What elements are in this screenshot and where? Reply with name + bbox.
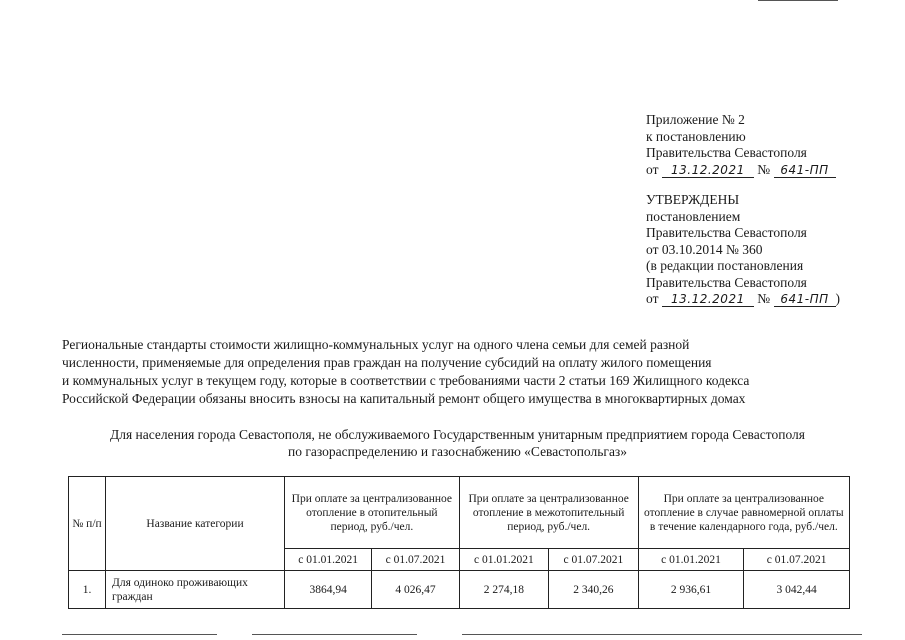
scan-edge-bottom-left [62, 634, 217, 635]
approved-handwritten-date: 13.12.2021 [662, 293, 754, 307]
row-value: 3864,94 [285, 571, 372, 609]
appendix-date-line: от 13.12.2021 № 641-ПП [646, 162, 886, 179]
scan-edge-top [758, 0, 838, 1]
document-subtitle [40, 426, 875, 460]
scan-edge-bottom-mid [252, 634, 417, 635]
appendix-line-3: Правительства Севастополя [646, 145, 807, 160]
col-group-off-season: При оплате за централизованное отопление в межотопительный период, руб./чел. [459, 477, 638, 549]
row-value: 2 340,26 [549, 571, 638, 609]
subtitle-line-2: по газораспределению и газоснабжению «Севастопольгаз» [287, 444, 628, 459]
approved-line-1: постановлением [646, 208, 741, 224]
row-value: 2 936,61 [638, 571, 744, 609]
appendix-handwritten-date: 13.12.2021 [662, 164, 754, 178]
subtitle-line-1: Для населения города Севастополя, не обслуживаемого Государственным унитарным предприятием города Севастополя [110, 427, 805, 442]
appendix-handwritten-number: 641-ПП [774, 164, 836, 178]
scan-edge-bottom-right [462, 634, 862, 635]
date-header: с 01.01.2021 [285, 549, 372, 571]
title-line-1: Региональные стандарты стоимости жилищно-коммунальных услуг на одного члена семьи для семей разной [62, 337, 690, 352]
approved-line-2: Правительства Севастополя [646, 225, 807, 240]
table-row [69, 571, 850, 609]
standards-table [68, 476, 850, 609]
col-header-number: № п/п [69, 477, 106, 571]
appendix-line-2: к постановлению [646, 128, 746, 144]
col-group-year-round: При оплате за централизованное отопление в случае равномерной оплаты в течение календарного года, руб./чел. [638, 477, 849, 549]
appendix-block [646, 112, 886, 308]
appendix-line-1: Приложение № 2 [646, 112, 745, 127]
approved-line-4: (в редакции постановления [646, 258, 804, 273]
approved-handwritten-number: 641-ПП [774, 293, 836, 307]
col-header-category: Название категории [106, 477, 285, 571]
col-group-heating-season: При оплате за централизованное отопление в отопительный период, руб./чел. [285, 477, 460, 549]
row-value: 2 274,18 [459, 571, 548, 609]
title-line-4: Российской Федерации обязаны вносить взносы на капитальный ремонт общего имущества в многоквартирных домах [62, 391, 746, 406]
date-header: с 01.07.2021 [744, 549, 850, 571]
approved-heading: УТВЕРЖДЕНЫ [646, 192, 740, 207]
row-value: 3 042,44 [744, 571, 850, 609]
approved-line-3: от 03.10.2014 № 360 [646, 241, 763, 257]
title-line-3: и коммунальных услуг в текущем году, которые в соответствии с требованиями части 2 статьи 169 Жилищного кодекса [62, 373, 750, 388]
table-header-row [69, 477, 850, 549]
date-header: с 01.07.2021 [549, 549, 638, 571]
date-header: с 01.01.2021 [638, 549, 744, 571]
approved-date-line: от 13.12.2021 № 641-ПП ) [646, 291, 840, 306]
date-header: с 01.07.2021 [372, 549, 459, 571]
document-title [62, 336, 852, 408]
approved-line-5: Правительства Севастополя [646, 274, 807, 290]
title-line-2: численности, применяемые для определения прав граждан на получение субсидий на оплату жилого помещения [62, 355, 712, 370]
row-category: Для одиноко проживающих граждан [106, 571, 285, 609]
row-value: 4 026,47 [372, 571, 459, 609]
date-header: с 01.01.2021 [459, 549, 548, 571]
row-number: 1. [69, 571, 106, 609]
